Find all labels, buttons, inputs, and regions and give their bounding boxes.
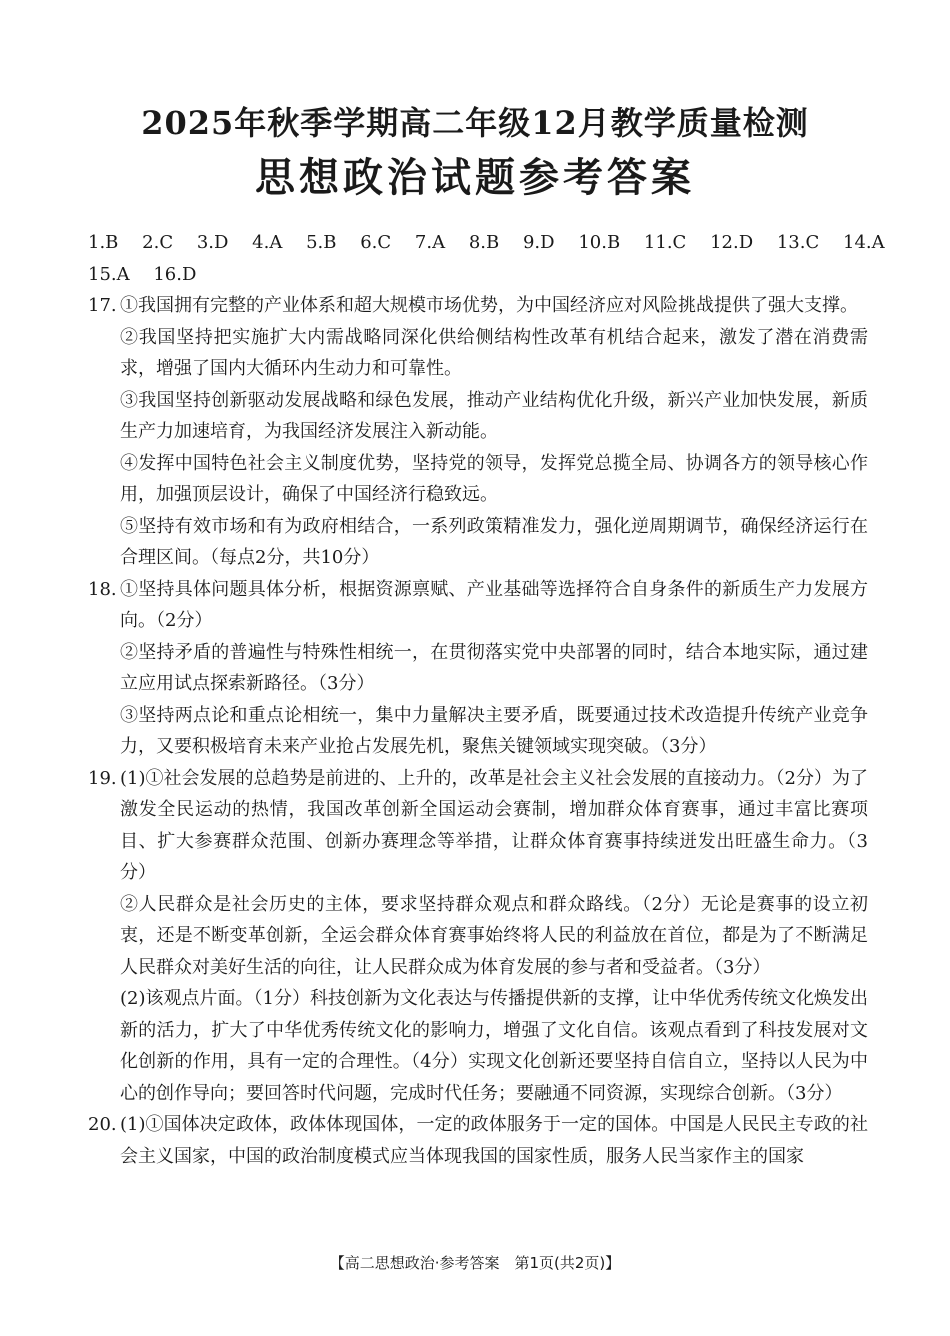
mc-answers-row-2 [88,259,868,291]
mc-answer: 6.C [360,232,392,253]
mc-answer: 4.A [252,232,283,253]
mc-answer: 10.B [578,232,621,253]
mc-answer: 8.B [468,232,500,253]
question-18 [88,574,868,763]
answer-point: ②我国坚持把实施扩大内需战略同深化供给侧结构性改革有机结合起来，激发了潜在消费需求，增强了国内大循环内生动力和可靠性。 [120,326,868,379]
answer-point: ⑤坚持有效市场和有为政府相结合，一系列政策精准发力，强化逆周期调节，确保经济运行在合理区间。（每点2分，共10分） [120,515,868,568]
mc-answer: 2.C [142,232,174,253]
answer-point: (1)①国体决定政体，政体体现国体，一定的政体服务于一定的国体。中国是人民民主专政的社会主义国家，中国的政治制度模式应当体现我国的国家性质，服务人民当家作主的国家 [120,1114,868,1167]
answer-point: ④发挥中国特色社会主义制度优势，坚持党的领导，发挥党总揽全局、协调各方的领导核心作用，加强顶层设计，确保了中国经济行稳致远。 [120,452,868,505]
mc-answer: 1.B [88,232,119,253]
mc-answer: 3.D [196,232,229,253]
mc-answer: 13.C [776,232,820,253]
answer-point: (2)该观点片面。（1分）科技创新为文化表达与传播提供新的支撑，让中华优秀传统文化焕发出新的活力，扩大了中华优秀传统文化的影响力，增强了文化自信。该观点看到了科技发展对文化创新的作用，具有一定的合理性。（4分）实现文化创新还要坚持自信自立，坚持以人民为中心的创作导向；要回答时代问题，完成时代任务；要融通不同资源，实现综合创新。（3分） [120,988,868,1104]
mc-answer: 11.C [643,232,687,253]
answer-point: ③坚持两点论和重点论相统一，集中力量解决主要矛盾，既要通过技术改造提升传统产业竞争力，又要积极培育未来产业抢占发展先机，聚焦关键领域实现突破。（3分） [120,704,868,757]
answer-point: ②人民群众是社会历史的主体，要求坚持群众观点和群众路线。（2分）无论是赛事的设立初衷，还是不断变革创新，全运会群众体育赛事始终将人民的利益放在首位，都是为了不断满足人民群众对美好生活的向往，让人民群众成为体育发展的参与者和受益者。（3分） [120,893,868,978]
answer-point: ②坚持矛盾的普遍性与特殊性相统一，在贯彻落实党中央部署的同时，结合本地实际，通过建立应用试点探索新路径。（3分） [120,641,868,694]
question-17 [88,290,868,574]
question-number: 19. [88,767,117,789]
mc-answer: 16.D [153,263,197,285]
answer-point: ①我国拥有完整的产业体系和超大规模市场优势，为中国经济应对风险挑战提供了强大支撑。 [120,295,858,316]
answer-content [88,227,885,1172]
question-number: 18. [88,578,117,600]
mc-answer: 15.A [88,263,130,285]
answer-point: ③我国坚持创新驱动发展战略和绿色发展，推动产业结构优化升级，新兴产业加快发展，新质生产力加速培育，为我国经济发展注入新动能。 [120,389,868,442]
question-20 [88,1109,868,1172]
mc-answer: 12.D [710,232,754,253]
question-19 [88,763,868,1110]
mc-answer: 14.A [843,232,885,253]
mc-answers-row-1 [88,227,885,259]
answer-point: (1)①社会发展的总趋势是前进的、上升的，改革是社会主义社会发展的直接动力。（2分）为了激发全民运动的热情，我国改革创新全国运动会赛制，增加群众体育赛事，通过丰富比赛项目、扩大参赛群众范围、创新办赛理念等举措，让群众体育赛事持续迸发出旺盛生命力。（3分） [120,767,868,883]
exam-title: 2025年秋季学期高二年级12月教学质量检测 [141,104,809,142]
answer-key-title: 思想政治试题参考答案 [255,154,695,201]
mc-answer: 5.B [306,232,337,253]
mc-answer: 7.A [414,232,446,253]
answer-point: ①坚持具体问题具体分析，根据资源禀赋、产业基础等选择符合自身条件的新质生产力发展方向。（2分） [120,578,868,631]
question-number: 20. [88,1114,117,1135]
page-footer: 【高二思想政治·参考答案 第1页(共2页)】 [329,1254,621,1272]
question-number: 17. [88,295,117,316]
mc-answer: 9.D [522,232,555,253]
